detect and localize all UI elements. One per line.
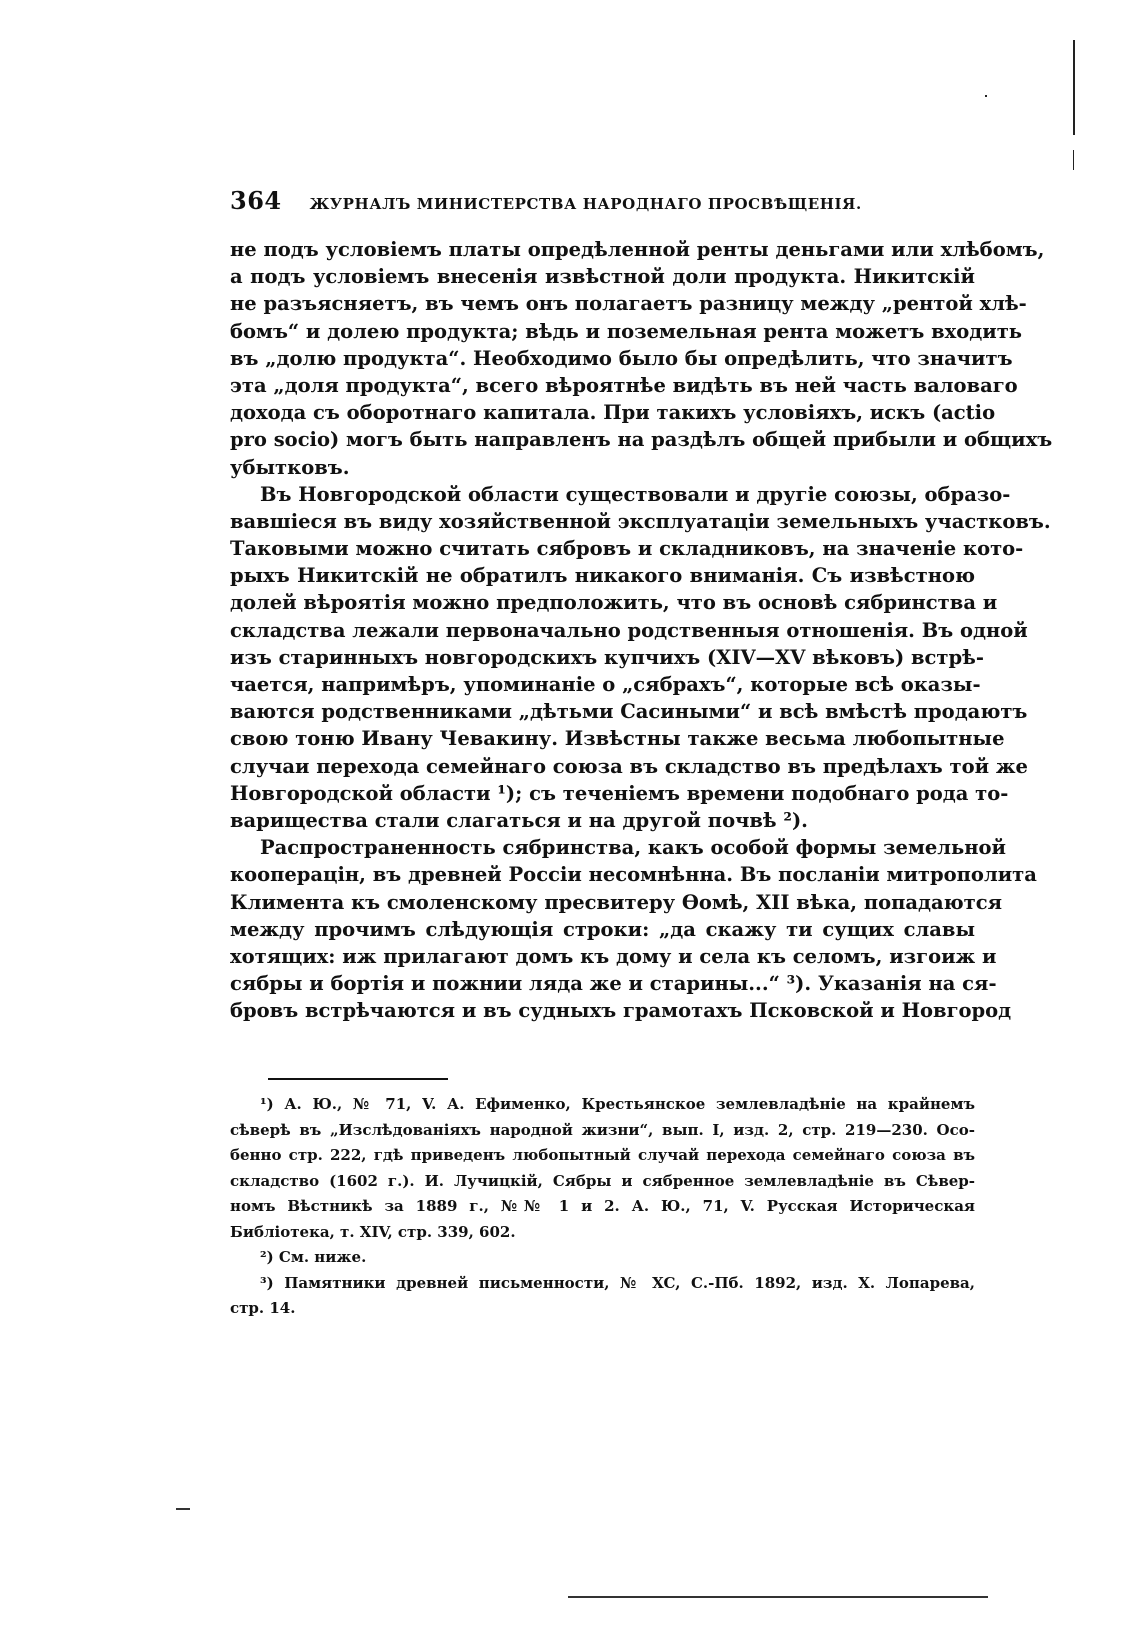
footnote-line: стр. 14. [230, 1299, 296, 1317]
text-line: убытковъ. [230, 455, 350, 479]
footnote-line: бенно стр. 222, гдѣ приведенъ любопытный случай перехода семейнаго союза въ [230, 1146, 975, 1164]
body-text [230, 236, 1053, 1024]
text-line: складства лежали первоначально родственныя отношенія. Въ одной [230, 618, 1028, 642]
page-edge-mark [1073, 150, 1074, 170]
text-line: варищества стали слагаться и на другой почвѣ ²). [230, 808, 808, 832]
footnotes [230, 1092, 975, 1322]
footnote-divider [268, 1078, 448, 1080]
text-line: хотящих: иж прилагают домъ къ дому и села къ селомъ, изгоиж и [230, 944, 997, 968]
text-line: не подъ условіемъ платы опредѣленной ренты деньгами или хлѣбомъ, [230, 238, 1045, 261]
text-line: pro socio) могъ быть направленъ на раздѣлъ общей прибыли и общихъ [230, 428, 1053, 452]
text-line: а подъ условіемъ внесенія извѣстной доли продукта. Никитскій [230, 265, 975, 289]
text-line: эта „доля продукта“, всего вѣроятнѣе видѣть въ ней часть валоваго [230, 373, 1018, 397]
footnote-line: ³) Памятники древней письменности, № XC, С.-Пб. 1892, изд. Х. Лопарева, [260, 1273, 975, 1292]
text-line: Таковыми можно считать сябровъ и складниковъ, на значеніе кото- [230, 537, 1024, 561]
scan-speck [985, 95, 987, 97]
text-line: между прочимъ слѣдующія строки: „да скажу ти сущих славы [230, 917, 975, 941]
paragraph-start-line: Въ Новгородской области существовали и другіе союзы, образо- [260, 482, 1011, 506]
footnote-line: ²) См. ниже. [260, 1248, 367, 1266]
text-line: рыхъ Никитскій не обратилъ никакого вниманія. Съ извѣстною [230, 564, 975, 588]
scan-mark [176, 1508, 190, 1510]
paragraph-start-line: Распространенность сябринства, какъ особой формы земельной [260, 836, 1007, 860]
footnote-line: номъ Вѣстникѣ за 1889 г., №№ 1 и 2. А. Ю., 71, V. Русская Историческая [230, 1197, 975, 1215]
text-line: изъ старинныхъ новгородскихъ купчихъ (XIV—XV вѣковъ) встрѣ- [230, 645, 984, 669]
text-line: чается, напримѣръ, упоминаніе о „сябрахъ“, которые всѣ оказы- [230, 673, 981, 696]
text-line: случаи перехода семейнаго союза въ складство въ предѣлахъ той же [230, 754, 1028, 778]
footnote-line: Библіотека, т. XIV, стр. 339, 602. [230, 1222, 516, 1241]
text-line: сябры и бортія и пожнии ляда же и старины...“ ³). Указанія на ся- [230, 972, 997, 996]
text-line: дохода съ оборотнаго капитала. При такихъ условіяхъ, искъ (actio [230, 401, 996, 425]
text-line: ваются родственниками „дѣтьми Сасиными“ и всѣ вмѣстѣ продаютъ [230, 700, 1028, 724]
page-header [230, 186, 980, 215]
text-line: бомъ“ и долею продукта; вѣдь и поземельная рента можетъ входить [230, 319, 1023, 343]
footnote-line: сѣверѣ въ „Изслѣдованіяхъ народной жизни“, вып. I, изд. 2, стр. 219—230. Осо- [230, 1120, 975, 1139]
text-line: долей вѣроятія можно предположить, что въ основѣ сябринства и [230, 591, 998, 615]
running-head: ЖУРНАЛЪ МИНИСТЕРСТВА НАРОДНАГО ПРОСВѢЩЕНІЯ. [309, 195, 862, 213]
text-line: свою тоню Ивану Чевакину. Извѣстны также весьма любопытные [230, 727, 1005, 751]
text-line: не разъясняетъ, въ чемъ онъ полагаетъ разницу между „рентой хлѣ- [230, 292, 1027, 316]
text-line: Климента къ смоленскому пресвитеру Ѳомѣ, XII вѣка, попадаются [230, 890, 1003, 914]
footnote-line: ¹) А. Ю., № 71, V. А. Ефименко, Крестьянское землевладѣніе на крайнемъ [260, 1095, 975, 1113]
footnote-line: складство (1602 г.). И. Лучицкій, Сябры и сябренное землевладѣніе въ Сѣвер- [230, 1171, 975, 1190]
scan-mark [568, 1596, 988, 1598]
text-line: вавшіеся въ виду хозяйственной эксплуатаціи земельныхъ участковъ. [230, 509, 1051, 533]
text-line: бровъ встрѣчаются и въ судныхъ грамотахъ Псковской и Новгород [230, 999, 1012, 1023]
page-edge-mark [1073, 40, 1075, 135]
page-number: 364 [230, 186, 282, 215]
text-line: кооперацін, въ древней Россіи несомнѣнна. Въ посланіи митрополита [230, 863, 1037, 887]
text-line: Новгородской области ¹); съ теченіемъ времени подобнаго рода то- [230, 781, 1009, 805]
text-line: въ „долю продукта“. Необходимо было бы опредѣлить, что значитъ [230, 346, 1013, 370]
